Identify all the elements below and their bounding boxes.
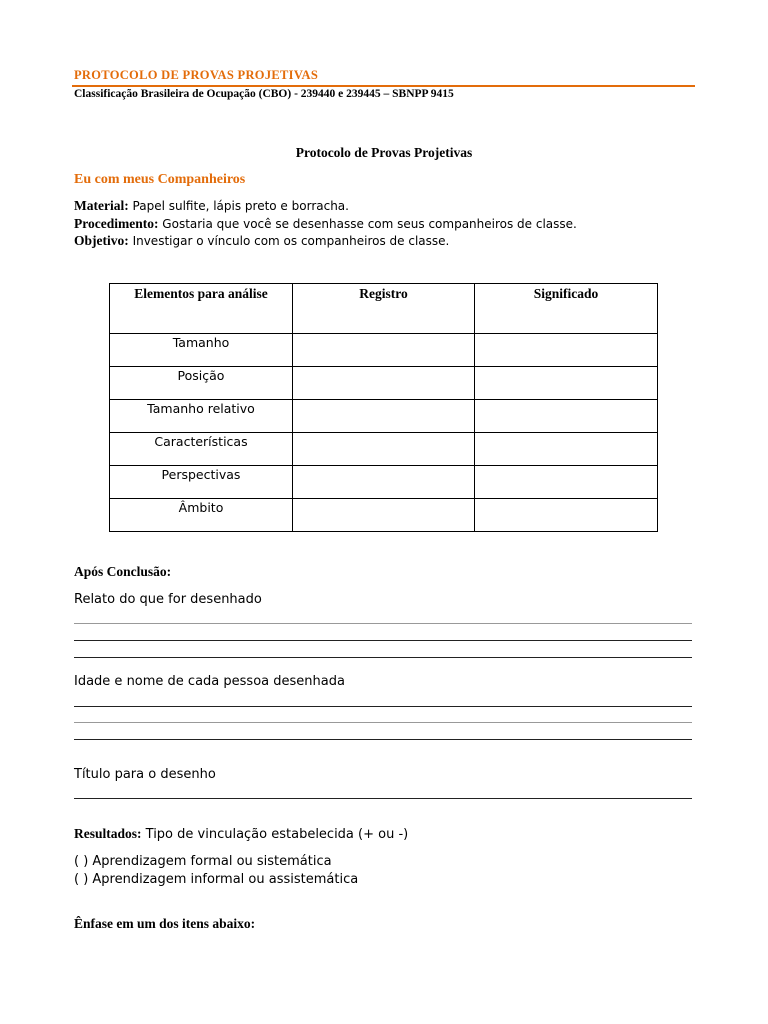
registro-cell[interactable] — [293, 433, 475, 466]
registro-cell[interactable] — [293, 334, 475, 367]
table-row — [110, 466, 658, 499]
registro-cell[interactable] — [293, 466, 475, 499]
table-row — [110, 433, 658, 466]
analysis-table — [109, 283, 658, 532]
table-row-label: Posição — [110, 367, 293, 400]
table-row — [110, 499, 658, 532]
titulo-line[interactable] — [74, 798, 692, 799]
document-title: Protocolo de Provas Projetivas — [295, 145, 473, 160]
significado-cell[interactable] — [475, 367, 658, 400]
table-row — [110, 334, 658, 367]
header-title: PROTOCOLO DE PROVAS PROJETIVAS — [74, 68, 319, 82]
table-row — [110, 367, 658, 400]
procedimento-text: Gostaria que você se desenhasse com seus companheiros de classe. — [158, 217, 577, 231]
procedimento-label: Procedimento: — [74, 216, 159, 231]
idade-line-2[interactable] — [74, 722, 692, 723]
titulo-label: Título para o desenho — [74, 767, 216, 782]
table-row-label: Perspectivas — [110, 466, 293, 499]
objetivo-text: Investigar o vínculo com os companheiros de classe. — [128, 234, 450, 248]
resultados-text: Tipo de vinculação estabelecida (+ ou -) — [141, 827, 409, 842]
header-rule — [72, 85, 695, 87]
idade-label: Idade e nome de cada pessoa desenhada — [74, 674, 345, 689]
relato-line-2[interactable] — [74, 640, 692, 641]
header-subtitle: Classificação Brasileira de Ocupação (CBO) - 239440 e 239445 – SBNPP 9415 — [74, 88, 454, 100]
procedimento-line — [74, 216, 577, 232]
table-header-significado: Significado — [475, 284, 658, 334]
significado-cell[interactable] — [475, 466, 658, 499]
table-row-label: Âmbito — [110, 499, 293, 532]
table-row-label: Tamanho relativo — [110, 400, 293, 433]
resultados-line — [74, 826, 408, 842]
conclusion-label: Após Conclusão: — [74, 564, 172, 579]
option-formal[interactable]: ( ) Aprendizagem formal ou sistemática — [74, 854, 332, 869]
registro-cell[interactable] — [293, 367, 475, 400]
material-line — [74, 198, 349, 214]
relato-line-3[interactable] — [74, 657, 692, 658]
registro-cell[interactable] — [293, 400, 475, 433]
resultados-label: Resultados: — [74, 826, 142, 841]
table-header-row — [110, 284, 658, 334]
section-title: Eu com meus Companheiros — [74, 172, 246, 187]
table-header-elementos: Elementos para análise — [110, 284, 293, 334]
table-row-label: Características — [110, 433, 293, 466]
objetivo-label: Objetivo: — [74, 233, 129, 248]
material-text: Papel sulfite, lápis preto e borracha. — [128, 199, 349, 213]
objetivo-line — [74, 233, 449, 249]
significado-cell[interactable] — [475, 499, 658, 532]
table-header-registro: Registro — [293, 284, 475, 334]
table-row — [110, 400, 658, 433]
material-label: Material: — [74, 198, 129, 213]
relato-label: Relato do que for desenhado — [74, 592, 262, 607]
table-row-label: Tamanho — [110, 334, 293, 367]
idade-line-3[interactable] — [74, 739, 692, 740]
relato-line-1[interactable] — [74, 623, 692, 624]
option-informal[interactable]: ( ) Aprendizagem informal ou assistemática — [74, 872, 359, 887]
significado-cell[interactable] — [475, 400, 658, 433]
enfase-label: Ênfase em um dos itens abaixo: — [74, 916, 256, 931]
registro-cell[interactable] — [293, 499, 475, 532]
idade-line-1[interactable] — [74, 706, 692, 707]
significado-cell[interactable] — [475, 334, 658, 367]
significado-cell[interactable] — [475, 433, 658, 466]
